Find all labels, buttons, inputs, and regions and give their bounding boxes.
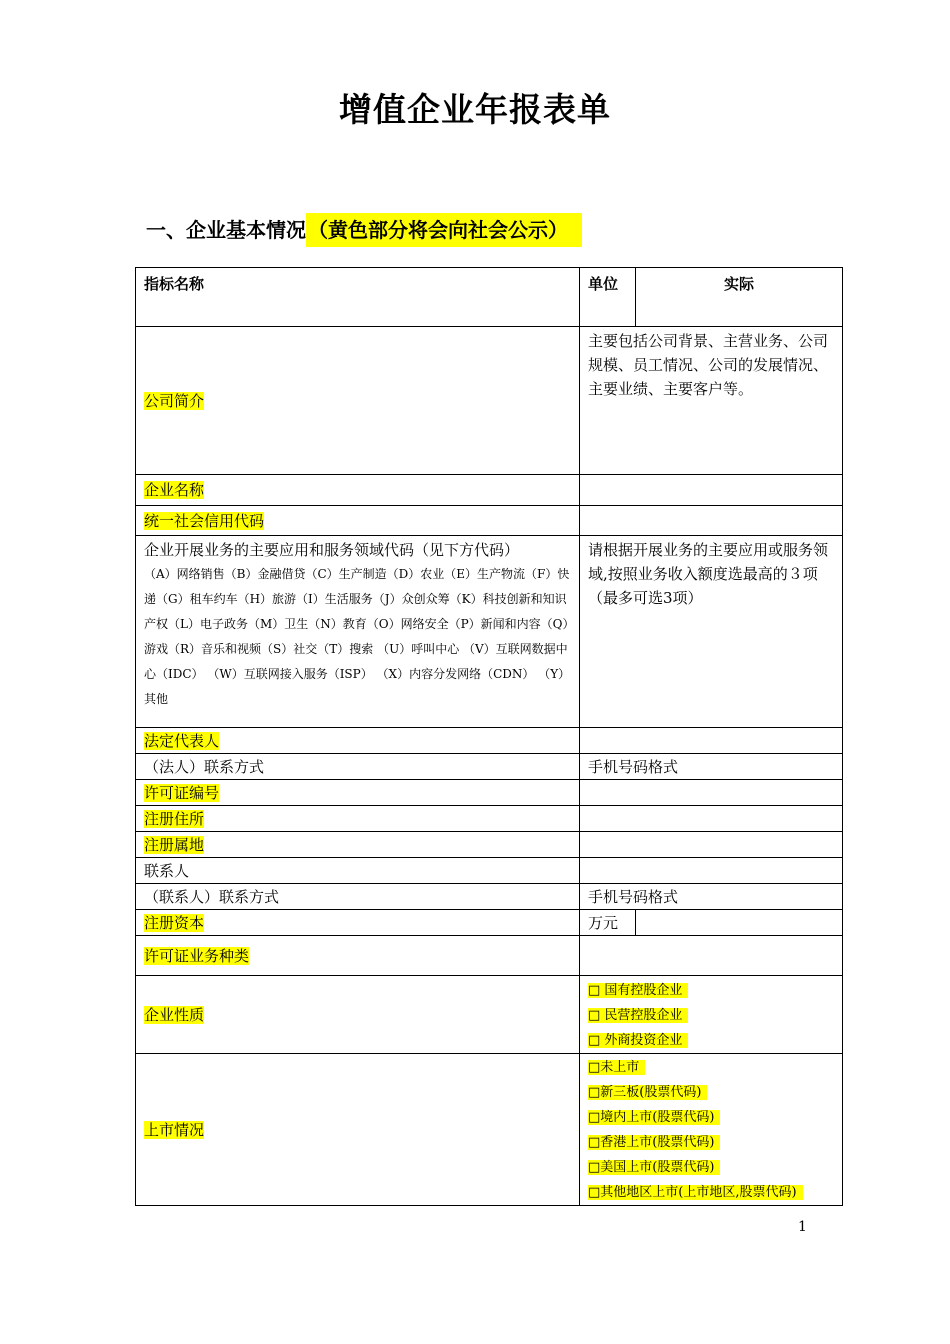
checkbox-listing-neeq[interactable]: □新三板(股票代码) xyxy=(588,1080,842,1105)
checkbox-listing-domestic[interactable]: □境内上市(股票代码) xyxy=(588,1105,842,1130)
label-reg-capital: 注册资本 xyxy=(136,910,580,936)
input-company-name[interactable] xyxy=(580,475,843,506)
row-contact-phone xyxy=(136,884,843,910)
row-reg-locale xyxy=(136,832,843,858)
note-legal-contact[interactable]: 手机号码格式 xyxy=(580,754,843,780)
label-legal-contact: （法人）联系方式 xyxy=(136,754,580,780)
label-reg-locale: 注册属地 xyxy=(136,832,580,858)
row-company-profile xyxy=(136,327,843,475)
label-service-code xyxy=(136,536,580,728)
input-reg-capital[interactable] xyxy=(636,910,843,936)
row-reg-capital xyxy=(136,910,843,936)
note-service-code[interactable]: 请根据开展业务的主要应用或服务领域,按照业务收入额度选最高的３项（最多可选3项） xyxy=(580,536,843,728)
input-legal-rep[interactable] xyxy=(580,728,843,754)
row-company-name xyxy=(136,475,843,506)
label-legal-rep: 法定代表人 xyxy=(136,728,580,754)
checkbox-listing-hongkong[interactable]: □香港上市(股票代码) xyxy=(588,1130,842,1155)
row-nature xyxy=(136,976,843,1054)
note-company-profile[interactable]: 主要包括公司背景、主营业务、公司规模、员工情况、公司的发展情况、主要业绩、主要客户等。 xyxy=(580,327,843,475)
checkbox-listing-other[interactable]: □其他地区上市(上市地区,股票代码) xyxy=(588,1180,842,1205)
label-company-profile: 公司简介 xyxy=(136,327,580,475)
input-license-types[interactable] xyxy=(580,936,843,976)
input-reg-locale[interactable] xyxy=(580,832,843,858)
row-legal-rep xyxy=(136,728,843,754)
section-heading-prefix: 一、企业基本情况 xyxy=(146,218,306,242)
header-actual: 实际 xyxy=(636,268,843,327)
input-license-no[interactable] xyxy=(580,780,843,806)
checkbox-listing-us[interactable]: □美国上市(股票代码) xyxy=(588,1155,842,1180)
section-heading-public-note: （黄色部分将会向社会公示） xyxy=(306,213,582,247)
label-license-types: 许可证业务种类 xyxy=(136,936,580,976)
unit-reg-capital: 万元 xyxy=(580,910,636,936)
label-credit-code: 统一社会信用代码 xyxy=(136,506,580,536)
page-title: 增值企业年报表单 xyxy=(339,90,611,129)
row-license-types xyxy=(136,936,843,976)
options-nature xyxy=(580,976,843,1054)
service-code-title: 企业开展业务的主要应用和服务领域代码（见下方代码） xyxy=(144,541,520,559)
input-reg-address[interactable] xyxy=(580,806,843,832)
note-contact-phone[interactable]: 手机号码格式 xyxy=(580,884,843,910)
row-license-no xyxy=(136,780,843,806)
checkbox-nature-foreign[interactable]: □ 外商投资企业 xyxy=(588,1028,842,1053)
label-license-no: 许可证编号 xyxy=(136,780,580,806)
checkbox-nature-private[interactable]: □ 民营控股企业 xyxy=(588,1003,842,1028)
row-listing xyxy=(136,1054,843,1206)
header-indicator-name: 指标名称 xyxy=(136,268,580,327)
row-legal-contact xyxy=(136,754,843,780)
report-form-table xyxy=(135,267,843,1206)
row-contact-person xyxy=(136,858,843,884)
row-credit-code xyxy=(136,506,843,536)
checkbox-listing-unlisted[interactable]: □未上市 xyxy=(588,1055,842,1080)
input-credit-code[interactable] xyxy=(580,506,843,536)
table-header-row xyxy=(136,268,843,327)
checkbox-nature-state[interactable]: □ 国有控股企业 xyxy=(588,978,842,1003)
label-contact-person: 联系人 xyxy=(136,858,580,884)
row-service-code xyxy=(136,536,843,728)
row-reg-address xyxy=(136,806,843,832)
label-reg-address: 注册住所 xyxy=(136,806,580,832)
page-number: 1 xyxy=(798,1219,807,1235)
label-contact-phone: （联系人）联系方式 xyxy=(136,884,580,910)
section-heading xyxy=(146,213,582,251)
service-code-list: （A）网络销售（B）金融借贷（C）生产制造（D）农业（E）生产物流（F）快递（G）租车约车（H）旅游（I）生活服务（J）众创众筹（K）科技创新和知识产权（L）电子政务（M）卫生（N）教育（O）网络安全（P）新闻和内容（Q）游戏（R）音乐和视频（S）社交（T）搜索 （U）呼叫中心 （V）互联网数据中心（IDC） （W）互联网接入服务（ISP） （X）内容分发网络（CDN） （Y）其他 xyxy=(144,567,571,706)
input-contact-person[interactable] xyxy=(580,858,843,884)
options-listing xyxy=(580,1054,843,1206)
label-nature: 企业性质 xyxy=(136,976,580,1054)
label-company-name: 企业名称 xyxy=(136,475,580,506)
header-unit: 单位 xyxy=(580,268,636,327)
label-listing: 上市情况 xyxy=(136,1054,580,1206)
